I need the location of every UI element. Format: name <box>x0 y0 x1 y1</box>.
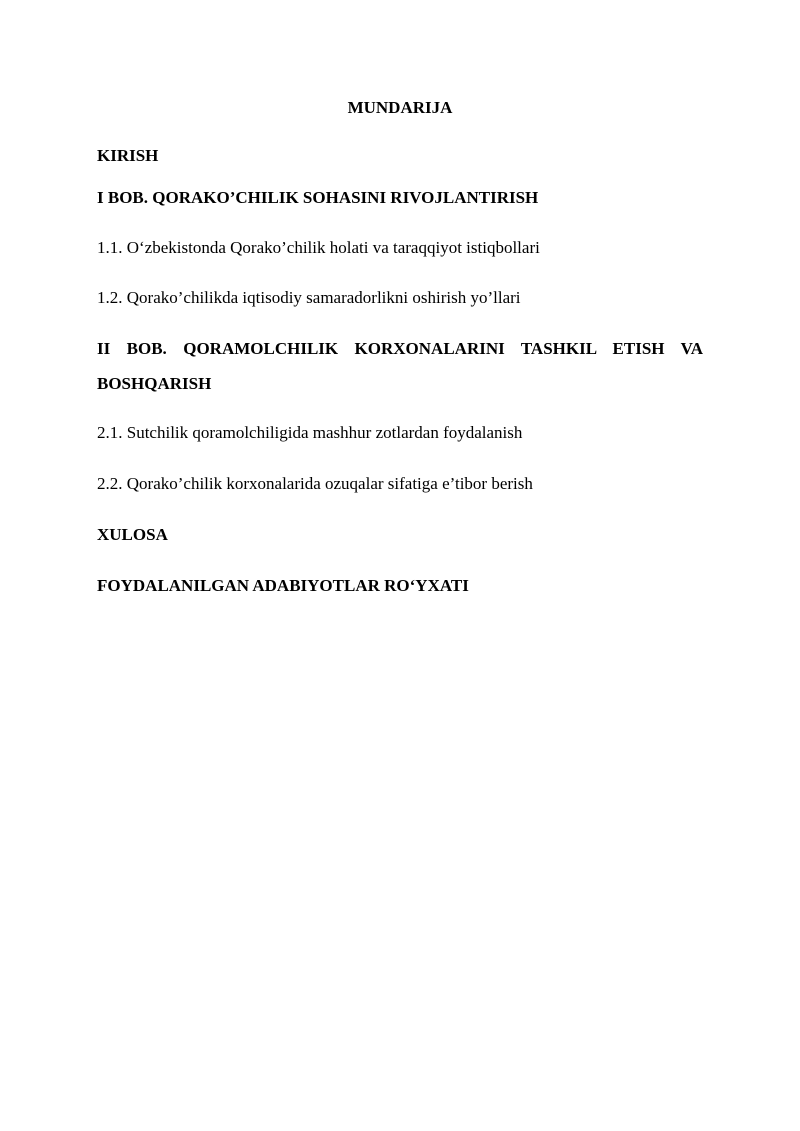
toc-entry-chapter-1: I BOB. QORAKO’CHILIK SOHASINI RIVOJLANTIRISH <box>97 188 539 207</box>
page-title: MUNDARIJA <box>347 98 453 117</box>
toc-entry-section-1-2: 1.2. Qorako’chilikda iqtisodiy samaradorlikni oshirish yo’llari <box>97 288 521 307</box>
toc-entry-section-2-2: 2.2. Qorako’chilik korxonalarida ozuqalar sifatiga e’tibor berish <box>97 474 533 493</box>
toc-entry-chapter-2: II BOB. QORAMOLCHILIK KORXONALARINI TASHKIL ETISH VA BOSHQARISH <box>97 339 703 393</box>
toc-entry-bibliography: FOYDALANILGAN ADABIYOTLAR RO‘YXATI <box>97 576 469 595</box>
toc-entry-introduction: KIRISH <box>97 146 159 165</box>
toc-entry-section-2-1: 2.1. Sutchilik qoramolchiligida mashhur zotlardan foydalanish <box>97 423 523 442</box>
toc-entry-conclusion: XULOSA <box>97 525 168 544</box>
toc-entry-section-1-1: 1.1. O‘zbekistonda Qorako’chilik holati va taraqqiyot istiqbollari <box>97 238 540 257</box>
